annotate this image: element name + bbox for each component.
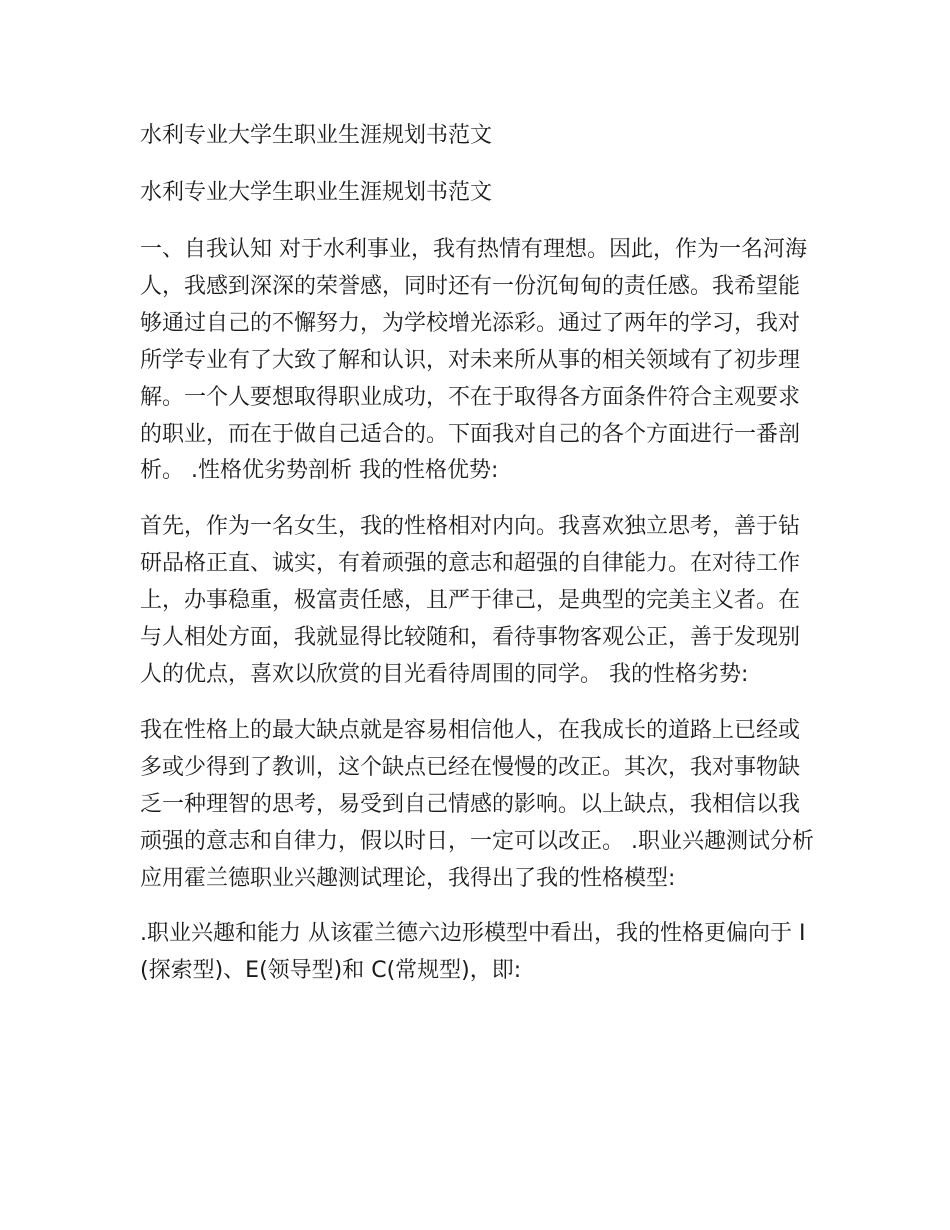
document-subtitle: 水利专业大学生职业生涯规划书范文	[140, 180, 493, 205]
paragraph-self-cognition: 一、自我认知 对于水利事业，我有热情有理想。因此，作为一名河海人，我感到深深的荣誉感，同时还有一份沉甸甸的责任感。我希望能够通过自己的不懈努力，为学校增光添彩。通过了两年的学习，我对所学专业有了大致了解和认识，对未来所从事的相关领域有了初步理解。一个人要想取得职业成功，不在于取得各方面条件符合主观要求的职业，而在于做自己适合的。下面我对自己的各个方面进行一番剖析。 .性格优劣势剖析 我的性格优势:	[140, 237, 807, 484]
paragraph-career-interest: .职业兴趣和能力 从该霍兰德六边形模型中看出，我的性格更偏向于 I(探索型)、E(领导型)和 C(常规型)，即:	[140, 921, 806, 984]
document-body	[140, 118, 820, 1009]
document-title: 水利专业大学生职业生涯规划书范文	[140, 123, 493, 148]
paragraph-personality-weaknesses: 我在性格上的最大缺点就是容易相信他人，在我成长的道路上已经或多或少得到了教训，这个缺点已经在慢慢的改正。其次，我对事物缺乏一种理智的思考，易受到自己情感的影响。以上缺点，我相信以我顽强的意志和自律力，假以时日，一定可以改正。 .职业兴趣测试分析 应用霍兰德职业兴趣测试理论，我得出了我的性格模型:	[140, 717, 814, 891]
paragraph-personality-strengths: 首先，作为一名女生，我的性格相对内向。我喜欢独立思考，善于钻研品格正直、诚实，有着顽强的意志和超强的自律能力。在对待工作上，办事稳重，极富责任感，且严于律己，是典型的完美主义者。在与人相处方面，我就显得比较随和，看待事物客观公正，善于发现别人的优点，喜欢以欣赏的目光看待周围的同学。 我的性格劣势:	[140, 514, 801, 687]
